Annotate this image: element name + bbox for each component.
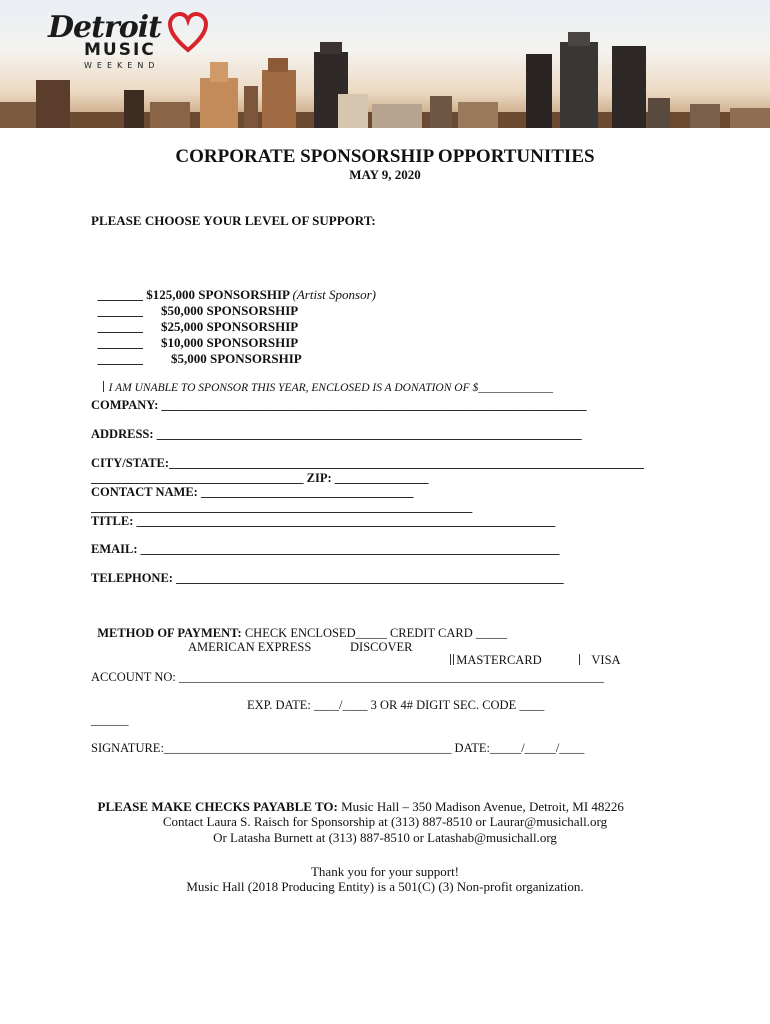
payment-options[interactable]: CHECK ENCLOSED_____ CREDIT CARD _____: [244, 625, 508, 640]
payment-method: [91, 614, 507, 639]
telephone-field[interactable]: TELEPHONE: ______________________________________________________________: [91, 571, 564, 585]
city-state-field[interactable]: CITY/STATE:____________________________________________________________________________: [91, 456, 645, 470]
level-2-amount: $50,000 SPONSORSHIP: [161, 303, 299, 318]
contact-line-2: Or Latasha Burnett at (313) 887-8510 or Latashab@musichall.org: [213, 830, 557, 845]
mastercard-label: MASTERCARD: [456, 652, 542, 667]
expiration-field[interactable]: EXP. DATE: ____/____ 3 OR 4# DIGIT SEC. CODE ____: [247, 698, 545, 712]
heart-icon: [166, 10, 210, 54]
level-2-blank: _______: [97, 303, 143, 318]
account-number-field[interactable]: ACCOUNT NO: ____________________________________________________________________: [91, 670, 604, 684]
logo-music: MUSIC: [84, 40, 156, 60]
card-discover[interactable]: DISCOVER: [350, 640, 413, 654]
card-amex[interactable]: AMERICAN EXPRESS: [188, 640, 312, 654]
level-4-blank: _______: [97, 335, 143, 350]
payment-label: METHOD OF PAYMENT:: [97, 625, 242, 640]
support-prompt: PLEASE CHOOSE YOUR LEVEL OF SUPPORT:: [91, 213, 376, 228]
visa-checkbox[interactable]: [579, 654, 580, 665]
address-field[interactable]: ADDRESS: ____________________________________________________________________: [91, 427, 582, 441]
signature-field[interactable]: SIGNATURE:______________________________________________ DATE:_____/_____/____: [91, 741, 585, 755]
mastercard-checkbox[interactable]: [450, 654, 451, 665]
checks-payable: [91, 787, 624, 813]
event-date: MAY 9, 2020: [349, 167, 421, 182]
contact-name-field[interactable]: CONTACT NAME: __________________________________: [91, 485, 414, 499]
level-3-amount: $25,000 SPONSORSHIP: [161, 319, 299, 334]
header-banner: [0, 0, 770, 128]
detroit-music-weekend-logo: [48, 8, 228, 68]
card-mastercard[interactable]: [444, 641, 542, 666]
logo-weekend: WEEKEND: [84, 61, 160, 70]
company-field[interactable]: COMPANY: ____________________________________________________________________: [91, 398, 587, 412]
level-5-blank: _______: [97, 351, 143, 366]
email-field[interactable]: EMAIL: ___________________________________________________________________: [91, 542, 560, 556]
nonprofit-text: Music Hall (2018 Producing Entity) is a 501(C) (3) Non-profit organization.: [186, 879, 584, 894]
level-3-blank: _______: [97, 319, 143, 334]
card-visa[interactable]: [573, 641, 621, 666]
checks-address: Music Hall – 350 Madison Avenue, Detroit, MI 48226: [341, 799, 624, 814]
visa-label: VISA: [591, 652, 621, 667]
sponsor-level-5[interactable]: [91, 339, 302, 365]
page-title: CORPORATE SPONSORSHIP OPPORTUNITIES: [175, 146, 595, 167]
level-4-amount: $10,000 SPONSORSHIP: [161, 335, 299, 350]
title-field[interactable]: TITLE: ___________________________________________________________________: [91, 514, 556, 528]
expiration-wrap[interactable]: ______: [91, 713, 129, 727]
level-5-amount: $5,000 SPONSORSHIP: [171, 351, 302, 366]
donation-text: I AM UNABLE TO SPONSOR THIS YEAR, ENCLOSED IS A DONATION OF $_____________: [108, 381, 553, 394]
zip-field[interactable]: __________________________________ ZIP: _______________: [91, 471, 429, 485]
level-1-amount: $125,000 SPONSORSHIP: [146, 287, 290, 302]
checks-label: PLEASE MAKE CHECKS PAYABLE TO:: [97, 799, 338, 814]
contact-line-1: Contact Laura S. Raisch for Sponsorship at (313) 887-8510 or Laurar@musichall.org: [162, 814, 608, 829]
donation-checkbox[interactable]: [103, 381, 104, 392]
donation-option[interactable]: [97, 369, 553, 394]
logo-script: Detroit: [48, 10, 162, 45]
mastercard-checkbox-2[interactable]: [453, 654, 454, 665]
level-1-note: (Artist Sponsor): [292, 287, 376, 302]
level-1-blank: _______: [97, 287, 143, 302]
contact-underline[interactable]: _____________________________________________________________: [91, 500, 473, 514]
thank-you-text: Thank you for your support!: [310, 864, 460, 879]
